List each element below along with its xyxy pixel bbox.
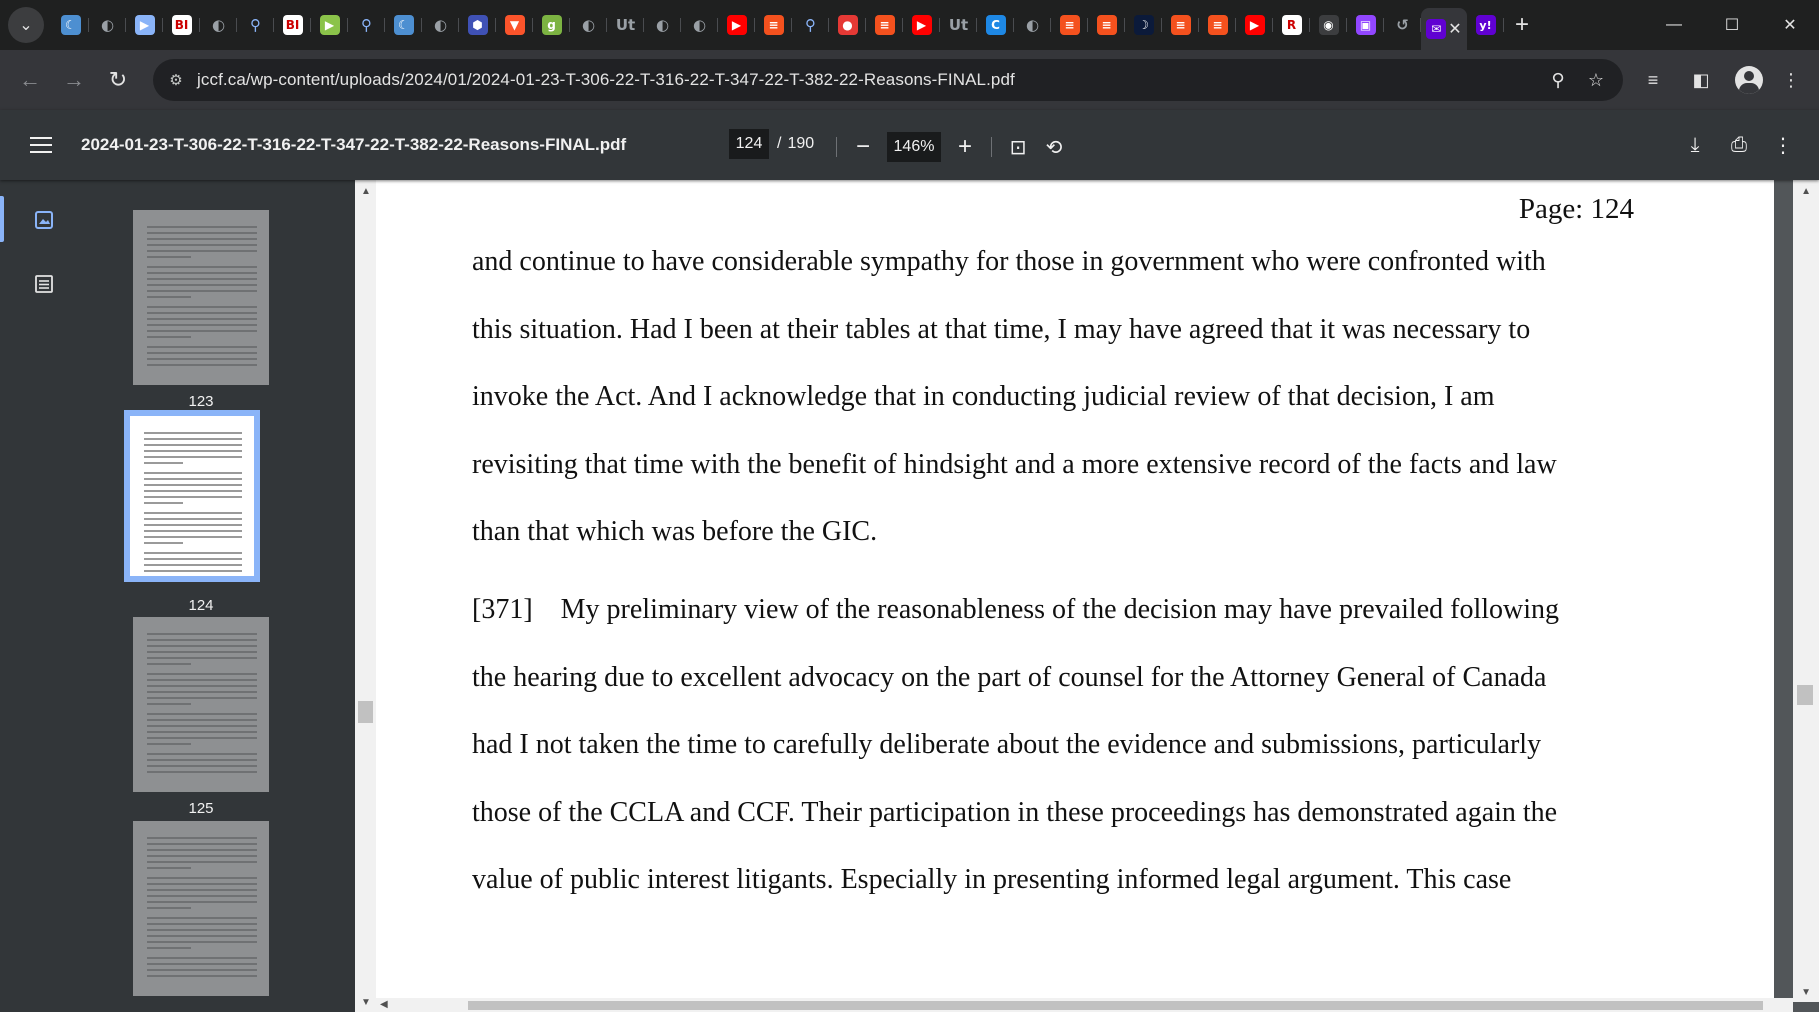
browser-tab[interactable]: [1051, 7, 1088, 43]
thumbnail-line: [147, 759, 257, 761]
thumbnail-page-label: 125: [188, 800, 214, 817]
thumbnail-line: [147, 330, 257, 332]
browser-tab[interactable]: [1384, 7, 1421, 43]
text-line: had I not taken the time to carefully deliberate about the evidence and submissions, particularly: [472, 729, 1542, 760]
thumbnail-line: [147, 957, 257, 959]
thumbnail-line: [147, 861, 257, 863]
thumbnail-line: [144, 444, 242, 446]
browser-tab[interactable]: [607, 7, 644, 43]
page-header: Page: 124: [1518, 193, 1634, 225]
thumbnail-line: [147, 250, 257, 252]
mic-icon: ●: [838, 15, 858, 35]
thumbnail-line: [144, 518, 242, 520]
browser-tab[interactable]: [570, 7, 607, 43]
site-info-button[interactable]: [161, 65, 191, 95]
thumbnail-line: [147, 256, 191, 258]
page-separator: /: [777, 135, 782, 152]
maximize-button[interactable]: [1703, 0, 1761, 50]
browser-tab[interactable]: [385, 7, 422, 43]
thumbnail-line: [147, 889, 257, 891]
thumbnail-list: [88, 180, 355, 1012]
browser-tab[interactable]: [1162, 7, 1199, 43]
thumbnail-line: [147, 947, 191, 949]
browser-tab[interactable]: [940, 7, 977, 43]
thumbnail-line: [147, 753, 257, 755]
browser-tab[interactable]: [1347, 7, 1384, 43]
text-line: than that which was before the GIC.: [472, 516, 878, 547]
thumbnail-line: [147, 358, 257, 360]
divider: [991, 137, 992, 157]
thumbnail-line: [144, 462, 183, 464]
thumbnail-line: [144, 530, 242, 532]
flag-icon: ▶: [135, 15, 155, 35]
side-panel-icon: ◧: [1692, 69, 1710, 90]
browser-tab[interactable]: [163, 7, 200, 43]
hex-icon: ⬢: [468, 15, 488, 35]
document-scroll-thumb[interactable]: [1797, 685, 1813, 705]
play-icon: ▶: [320, 15, 340, 35]
thumbnail-line: [147, 855, 257, 857]
browser-tab[interactable]: [533, 7, 570, 43]
thumbnail-line: [147, 651, 257, 653]
arrow-left-icon: ←: [19, 67, 41, 92]
horizontal-scrollbar[interactable]: [376, 998, 1793, 1012]
thumbnail-line: [147, 837, 257, 839]
outline-tab[interactable]: [26, 266, 62, 302]
youtube-icon: ▶: [727, 15, 747, 35]
ut-icon: Ut: [615, 16, 636, 34]
thumbnail-line: [147, 645, 257, 647]
sidebar-scrollbar[interactable]: [355, 180, 376, 1012]
history-icon: ↺: [1396, 16, 1409, 34]
thumbnail-line: [147, 352, 257, 354]
bi-icon: BI: [172, 15, 192, 35]
maximize-icon: ☐: [1724, 17, 1740, 34]
profile-avatar[interactable]: [1735, 66, 1763, 94]
page-thumbnail[interactable]: [130, 416, 254, 576]
r-icon: R: [1282, 15, 1302, 35]
sidebar-scroll-thumb[interactable]: [358, 701, 373, 723]
browser-tab[interactable]: [311, 7, 348, 43]
thumbnail-text: [147, 226, 257, 370]
g-icon: g: [542, 15, 562, 35]
new-tab-button[interactable]: [1504, 7, 1540, 43]
reload-button[interactable]: [98, 60, 138, 100]
thumbnail-line: [147, 737, 257, 739]
bookmark-icon: ≡: [1171, 15, 1191, 35]
thumbnail-line: [144, 570, 242, 572]
thumbnail-line: [147, 318, 257, 320]
thumbnail-line: [147, 364, 257, 366]
sidebar-toggle-button[interactable]: [21, 125, 61, 165]
close-icon: ✕: [1783, 17, 1797, 34]
thumbnail-line: [144, 438, 242, 440]
text-line: [371] My preliminary view of the reasonableness of the decision may have prevailed following: [472, 594, 1560, 625]
browser-tab[interactable]: [718, 7, 755, 43]
zoom-controls: [836, 129, 1072, 165]
address-bar[interactable]: [153, 59, 1623, 101]
youtube-icon: ▶: [912, 15, 932, 35]
tab-strip: [0, 0, 1819, 50]
thumbnail-line: [147, 633, 257, 635]
thumbnail-line: [144, 478, 242, 480]
browser-tab[interactable]: [1273, 7, 1310, 43]
thumbnail-line: [144, 512, 242, 514]
thumbnail-line: [147, 336, 191, 338]
image-icon: [34, 210, 54, 230]
tab-list: [52, 0, 1504, 50]
browser-tab[interactable]: [422, 7, 459, 43]
browser-tab[interactable]: [1125, 7, 1162, 43]
c-icon: C: [986, 15, 1006, 35]
scroll-down-icon: ▼: [1801, 987, 1811, 998]
paragraph-continuation: [472, 228, 1652, 566]
browser-tab[interactable]: [1088, 7, 1125, 43]
thumbnail-text: [147, 837, 257, 981]
thumbnail-line: [147, 895, 257, 897]
text-line: and continue to have considerable sympathy for those in government who were confronted with: [472, 246, 1546, 277]
zoom-in-button[interactable]: [947, 131, 983, 163]
thumbnail-line: [147, 663, 191, 665]
twitch-icon: ▣: [1356, 15, 1376, 35]
thumbnail-line: [144, 564, 242, 566]
thumbnail-line: [147, 284, 257, 286]
browser-tab[interactable]: [200, 7, 237, 43]
star-icon: ☆: [1587, 69, 1605, 90]
scroll-left-icon: ◀: [380, 999, 388, 1010]
thumbnail-line: [144, 450, 242, 452]
page-navigation: [729, 129, 814, 159]
browser-tab[interactable]: [1236, 7, 1273, 43]
back-button[interactable]: [10, 60, 50, 100]
bi-icon: BI: [283, 15, 303, 35]
page-number-input[interactable]: 124: [729, 129, 769, 159]
thumbnails-tab[interactable]: [26, 202, 62, 238]
close-tab-icon[interactable]: ✕: [1448, 21, 1462, 38]
hamburger-icon: [30, 144, 52, 146]
globe-icon: ◐: [692, 16, 707, 34]
globe-icon: ◐: [100, 16, 115, 34]
thumbnail-line: [147, 272, 257, 274]
search-icon: ⚲: [250, 16, 261, 34]
ut-icon: Ut: [948, 16, 969, 34]
thumbnail-line: [147, 290, 257, 292]
thumbnail-line: [147, 346, 257, 348]
bookmark-icon: ≡: [764, 15, 784, 35]
horizontal-scroll-thumb[interactable]: [468, 1001, 1763, 1010]
thumbnail-line: [147, 743, 191, 745]
thumbnail-line: [147, 765, 257, 767]
browser-tab[interactable]: [1310, 7, 1347, 43]
thumbnail-line: [144, 502, 183, 504]
page-thumbnail[interactable]: [133, 210, 269, 385]
kebab-menu-icon: ⋮: [1773, 134, 1793, 157]
window-controls: [1645, 0, 1819, 50]
thumbnail-line: [147, 673, 257, 675]
side-panel-button[interactable]: [1681, 60, 1721, 100]
tab-search-button[interactable]: [8, 7, 44, 43]
rotate-button[interactable]: [1036, 129, 1072, 165]
playlist-icon: ≡: [1647, 69, 1659, 90]
fit-page-button[interactable]: [1000, 129, 1036, 165]
print-icon: ⎙: [1731, 133, 1747, 156]
browser-menu-button[interactable]: [1771, 60, 1811, 100]
globe-icon: ◐: [655, 16, 670, 34]
bookmark-icon: ≡: [1060, 15, 1080, 35]
forward-button[interactable]: [54, 60, 94, 100]
thumbnail-line: [147, 923, 257, 925]
browser-toolbar: [0, 50, 1819, 110]
thumbnail-line: [147, 713, 257, 715]
browser-tab[interactable]: [274, 7, 311, 43]
close-window-button[interactable]: [1761, 0, 1819, 50]
globe-icon: ◐: [1025, 16, 1040, 34]
thumbnail-line: [147, 917, 257, 919]
thumbnail-line: [147, 929, 257, 931]
url-text[interactable]: jccf.ca/wp-content/uploads/2024/01/2024-01-23-T-306-22-T-316-22-T-347-22-T-382-22-Reasons-FINAL.pdf: [197, 70, 1015, 89]
browser-tab[interactable]: [1467, 7, 1504, 43]
bookmark-icon: ≡: [1097, 15, 1117, 35]
browser-tab[interactable]: [1014, 7, 1051, 43]
fit-to-page-icon: ⊡: [1009, 136, 1027, 159]
pdf-sidebar: [0, 180, 355, 1012]
text-line: invoke the Act. And I acknowledge that in conducting judicial review of that decision, I am: [472, 381, 1495, 412]
thumbnail-line: [144, 432, 242, 434]
thumbnail-line: [147, 963, 257, 965]
shield-icon: ☾: [394, 15, 414, 35]
page-thumbnail[interactable]: [133, 821, 269, 996]
thumbnail-line: [147, 867, 191, 869]
bookmark-icon: ≡: [1208, 15, 1228, 35]
text-line: value of public interest litigants. Especially in presenting informed legal argument. This case: [472, 864, 1512, 895]
thumbnail-line: [147, 941, 257, 943]
thumbnail-line: [147, 703, 191, 705]
thumbnail-line: [147, 238, 257, 240]
globe-icon: ◐: [433, 16, 448, 34]
browser-tab[interactable]: [977, 7, 1014, 43]
thumbnail-line: [147, 679, 257, 681]
thumbnail-line: [147, 324, 257, 326]
bookmark-icon: ≡: [875, 15, 895, 35]
browser-tab[interactable]: [459, 7, 496, 43]
text-line: revisiting that time with the benefit of hindsight and a more extensive record of the facts and law: [472, 448, 1557, 480]
browser-tab[interactable]: [496, 7, 533, 43]
thumbnail-text: [147, 633, 257, 777]
thumbnail-line: [144, 536, 242, 538]
thumbnail-line: [147, 843, 257, 845]
page-total: 190: [787, 135, 815, 152]
search-icon: ⚲: [361, 16, 372, 34]
rotate-icon: ⟲: [1045, 136, 1063, 159]
thumbnail-line: [144, 490, 242, 492]
sidebar-tabs: [0, 180, 88, 1012]
thumbnail-line: [147, 306, 257, 308]
thumbnail-line: [147, 935, 257, 937]
thumbnail-line: [144, 484, 242, 486]
browser-tab[interactable]: [755, 7, 792, 43]
thumbnail-line: [147, 771, 257, 773]
text-line: those of the CCLA and CCF. Their participation in these proceedings has demonstrated again the: [472, 796, 1558, 828]
shield-icon: ☾: [61, 15, 81, 35]
thumbnail-line: [147, 725, 257, 727]
thumbnail-line: [147, 266, 257, 268]
scroll-up-icon: ▲: [361, 186, 371, 197]
scroll-up-icon: ▲: [1801, 186, 1811, 197]
thumbnail-line: [144, 558, 242, 560]
thumbnail-line: [147, 278, 257, 280]
thumbnail-line: [147, 691, 257, 693]
thumbnail-text: [144, 432, 242, 576]
thumbnail-line: [144, 542, 183, 544]
browser-tab[interactable]: [126, 7, 163, 43]
browser-tab[interactable]: [829, 7, 866, 43]
thumbnail-line: [147, 657, 257, 659]
pdf-page: [376, 180, 1774, 1002]
page-thumbnail[interactable]: [133, 617, 269, 792]
brave-icon: ▼: [505, 15, 525, 35]
document-scrollbar[interactable]: [1793, 180, 1819, 1002]
zoom-input[interactable]: 146%: [887, 132, 941, 162]
plus-icon: +: [957, 133, 972, 160]
thumbnail-page-label: 123: [188, 393, 214, 410]
thumbnail-line: [147, 901, 257, 903]
browser-tab[interactable]: [89, 7, 126, 43]
yahoo-icon: y!: [1476, 15, 1496, 35]
yahoo-mail-icon: ✉: [1426, 19, 1446, 39]
document-viewer: [355, 180, 1819, 1012]
thumbnail-line: [144, 524, 242, 526]
pdf-toolbar: [0, 110, 1819, 180]
thumbnail-line: [147, 877, 257, 879]
paragraph-371: [472, 576, 1652, 914]
thumbnail-line: [147, 296, 191, 298]
reload-icon: ↻: [108, 67, 128, 92]
more-actions-button[interactable]: [1765, 127, 1801, 163]
divider: [836, 137, 837, 157]
search-icon: ⚲: [805, 16, 816, 34]
browser-tab[interactable]: [52, 7, 89, 43]
download-button[interactable]: [1677, 127, 1713, 163]
plus-icon: +: [1514, 11, 1529, 38]
browser-tab[interactable]: [348, 7, 385, 43]
thumbnail-line: [147, 883, 257, 885]
browser-tab[interactable]: [903, 7, 940, 43]
zoom-icon: ⚲: [1551, 69, 1565, 90]
minus-icon: −: [855, 133, 870, 160]
scroll-down-icon: ▼: [361, 997, 371, 1008]
thumbnail-line: [144, 496, 242, 498]
thumbnail-line: [147, 226, 257, 228]
browser-tab[interactable]: [644, 7, 681, 43]
globe-icon: ◐: [581, 16, 596, 34]
thumbnail-page-label: 124: [188, 597, 214, 614]
minimize-icon: —: [1666, 16, 1682, 33]
thumbnail-line: [147, 969, 257, 971]
thumbnail-line: [147, 849, 257, 851]
thumbnail-line: [144, 552, 242, 554]
zoom-button[interactable]: [1543, 65, 1573, 95]
kebab-menu-icon: ⋮: [1782, 69, 1800, 90]
minimize-button[interactable]: [1645, 0, 1703, 50]
browser-tab[interactable]: [237, 7, 274, 43]
tune-icon: ⚙: [169, 72, 183, 89]
github-icon: ◉: [1319, 15, 1339, 35]
thumbnail-line: [147, 907, 191, 909]
thumbnail-line: [147, 975, 257, 977]
globe-icon: ◐: [211, 16, 226, 34]
thumbnail-line: [147, 719, 257, 721]
thumbnail-line: [147, 685, 257, 687]
arrow-right-icon: →: [63, 67, 85, 92]
text-line: this situation. Had I been at their tables at that time, I may have agreed that it was necessary to: [472, 313, 1531, 345]
thumbnail-line: [147, 232, 257, 234]
media-controls-button[interactable]: [1633, 60, 1673, 100]
download-icon: ⤓: [1690, 133, 1700, 156]
chevron-down-icon: ⌄: [19, 17, 33, 34]
browser-tab[interactable]: [792, 7, 829, 43]
document-outline-icon: [34, 274, 54, 294]
thumbnail-line: [147, 697, 257, 699]
browser-tab[interactable]: [681, 7, 718, 43]
browser-tab-active[interactable]: [1421, 8, 1467, 50]
thumbnail-line: [147, 639, 257, 641]
bookmark-star-button[interactable]: [1581, 65, 1611, 95]
thumbnail-line: [147, 244, 257, 246]
thumbnail-line: [147, 312, 257, 314]
thumbnail-line: [147, 731, 257, 733]
youtube-icon: ▶: [1245, 15, 1265, 35]
zoom-out-button[interactable]: [845, 131, 881, 163]
text-line: the hearing due to excellent advocacy on the part of counsel for the Attorney General of Canada: [472, 661, 1547, 693]
thumbnail-line: [144, 456, 242, 458]
moon-icon: ☽: [1134, 15, 1154, 35]
browser-tab[interactable]: [866, 7, 903, 43]
active-indicator: [0, 196, 4, 242]
print-button[interactable]: [1721, 127, 1757, 163]
document-title: 2024-01-23-T-306-22-T-316-22-T-347-22-T-382-22-Reasons-FINAL.pdf: [81, 135, 627, 154]
browser-tab[interactable]: [1199, 7, 1236, 43]
thumbnail-line: [144, 472, 242, 474]
